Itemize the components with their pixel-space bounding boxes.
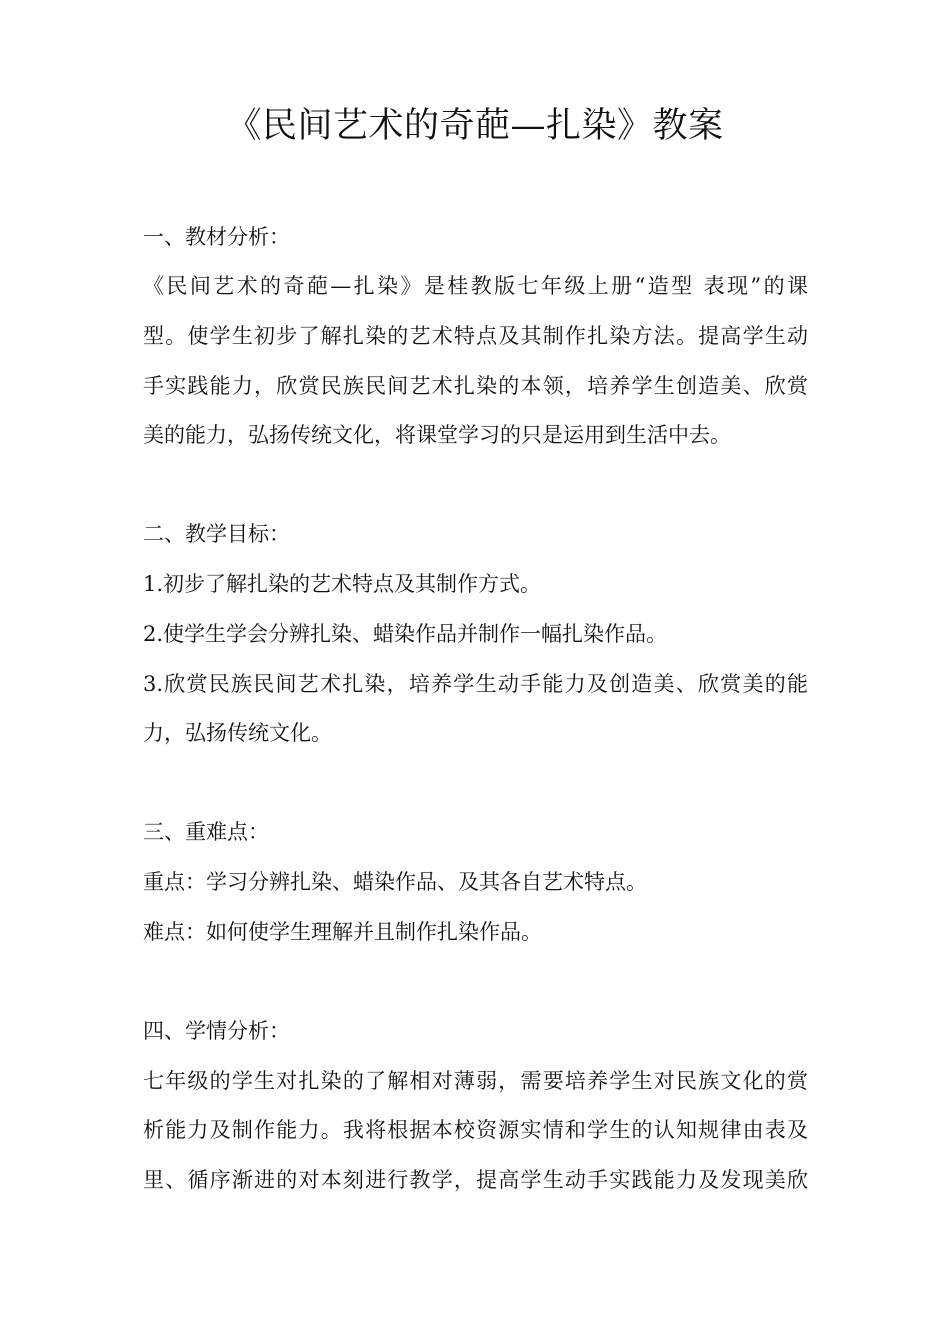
paragraph-line: 《民间艺术的奇葩—扎染》是桂教版七年级上册“造型 表现”的课: [143, 274, 808, 298]
paragraph-line: 美的能力，弘扬传统文化，将课堂学习的只是运用到生活中去。: [143, 423, 731, 447]
section-heading-textbook-analysis: 一、教材分析：: [143, 225, 290, 249]
list-item: 1.初步了解扎染的艺术特点及其制作方式。: [143, 572, 542, 596]
section-heading-student-analysis: 四、学情分析：: [143, 1019, 290, 1043]
paragraph-line: 手实践能力，欣赏民族民间艺术扎染的本领，培养学生创造美、欣赏: [143, 374, 808, 398]
list-item-continuation: 力，弘扬传统文化。: [143, 721, 332, 745]
paragraph-line: 型。使学生初步了解扎染的艺术特点及其制作扎染方法。提高学生动: [143, 324, 808, 348]
paragraph-line: 析能力及制作能力。我将根据本校资源实情和学生的认知规律由表及: [143, 1118, 808, 1142]
paragraph-line: 里、循序渐进的对本刻进行教学，提高学生动手实践能力及发现美欣: [143, 1168, 808, 1192]
document-title: 《民间艺术的奇葩—扎染》教案: [226, 106, 724, 146]
section-heading-teaching-goals: 二、教学目标：: [143, 522, 290, 546]
list-item: 2.使学生学会分辨扎染、蜡染作品并制作一幅扎染作品。: [143, 622, 668, 646]
paragraph-line: 七年级的学生对扎染的了解相对薄弱，需要培养学生对民族文化的赏: [143, 1069, 808, 1093]
key-point-line: 重点：学习分辨扎染、蜡染作品、及其各自艺术特点。: [143, 870, 647, 894]
list-item: 3.欣赏民族民间艺术扎染，培养学生动手能力及创造美、欣赏美的能: [143, 672, 808, 696]
section-heading-key-difficult-points: 三、重难点：: [143, 820, 269, 844]
difficult-point-line: 难点：如何使学生理解并且制作扎染作品。: [143, 920, 542, 944]
